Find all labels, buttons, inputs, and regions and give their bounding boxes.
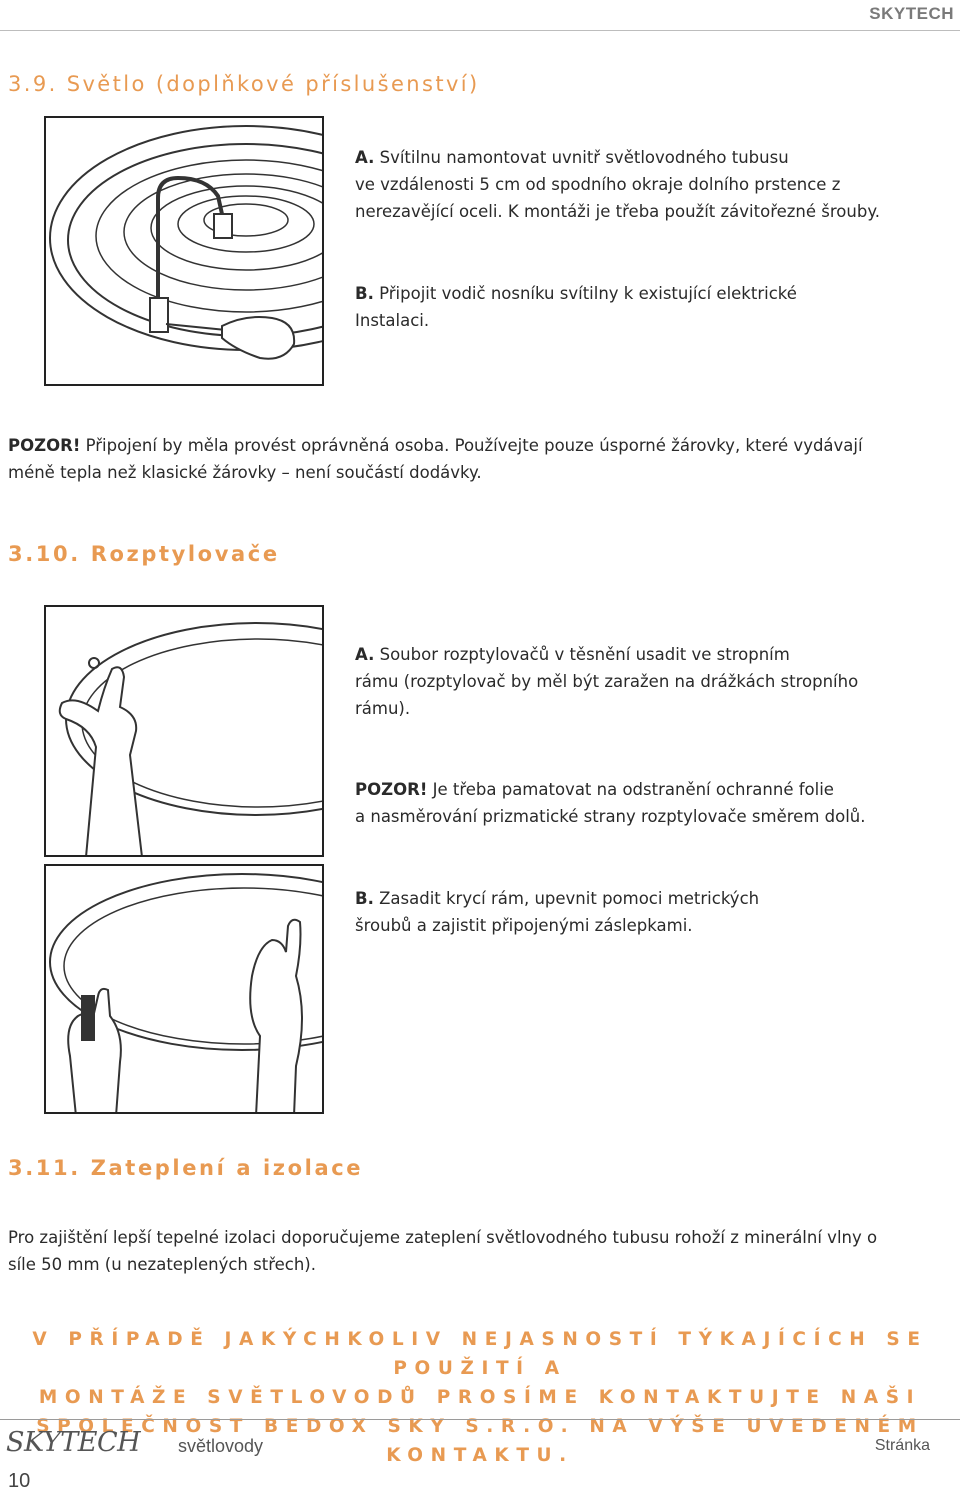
diffuser-drawing <box>46 607 322 855</box>
section-3-9-step-b <box>355 280 945 334</box>
section-3-10-title: 3.10. Rozptylovače <box>8 542 280 566</box>
step-a-line-1: Soubor rozptylovačů v těsnění usadit ve stropním <box>374 645 790 664</box>
header-divider <box>0 30 960 31</box>
section-3-10-warning <box>355 776 945 830</box>
section-3-10-step-a <box>355 641 945 722</box>
warning-line-2: a nasměrování prizmatické strany rozptylovače směrem dolů. <box>355 807 866 826</box>
step-a-line-3: rámu). <box>355 699 411 718</box>
section-3-10-step-b <box>355 885 945 939</box>
footer-subtitle: světlovody <box>178 1436 264 1456</box>
light-fixture-drawing <box>46 118 322 384</box>
step-b-line-2: Instalaci. <box>355 311 430 330</box>
contact-note-line-1: V PŘÍPADĚ JAKÝCHKOLIV NEJASNOSTÍ TÝKAJÍCÍCH SE POUŽITÍ A <box>32 1329 928 1379</box>
page-number: 10 <box>8 1470 31 1492</box>
footer-logo: SKYTECH <box>6 1427 141 1458</box>
step-a-line-1: Svítilnu namontovat uvnitř světlovodného tubusu <box>374 148 789 167</box>
light-installation-illustration <box>44 116 324 386</box>
contact-note-line-2: MONTÁŽE SVĚTLOVODŮ PROSÍME KONTAKTUJTE NAŠI <box>38 1387 922 1408</box>
header-brand: SKYTECH <box>869 4 954 23</box>
section-3-9-step-a <box>355 144 945 225</box>
warning-label: POZOR! <box>8 436 81 455</box>
diffuser-insertion-illustration <box>44 605 324 857</box>
warning-line-2: méně tepla než klasické žárovky – není součástí dodávky. <box>8 463 482 482</box>
step-a-letter: A. <box>355 148 375 167</box>
section-3-11-body <box>8 1224 953 1278</box>
footer-divider <box>0 1419 960 1420</box>
cover-frame-drawing <box>46 866 322 1112</box>
body-line-2: síle 50 mm (u nezateplených střech). <box>8 1255 316 1274</box>
warning-line-1: Je třeba pamatovat na odstranění ochranné folie <box>427 780 834 799</box>
warning-line-1: Připojení by měla provést oprávněná osoba. Používejte pouze úsporné žárovky, které vydávají <box>80 436 863 455</box>
step-a-line-2: rámu (rozptylovač by měl být zaražen na drážkách stropního <box>355 672 859 691</box>
warning-label: POZOR! <box>355 780 428 799</box>
step-b-line-1: Zasadit krycí rám, upevnit pomoci metrických <box>373 889 760 908</box>
step-b-letter: B. <box>355 889 374 908</box>
step-b-line-2: šroubů a zajistit připojenými záslepkami. <box>355 916 693 935</box>
step-a-line-3: nerezavějící oceli. K montáži je třeba použít závitořezné šrouby. <box>355 202 880 221</box>
step-b-line-1: Připojit vodič nosníku svítilny k existující elektrické <box>373 284 797 303</box>
step-b-letter: B. <box>355 284 374 303</box>
contact-note <box>0 1325 960 1470</box>
step-a-line-2: ve vzdálenosti 5 cm od spodního okraje dolního prstence z <box>355 175 841 194</box>
section-3-9-title: 3.9. Světlo (doplňkové příslušenství) <box>8 72 480 96</box>
section-3-9-warning <box>8 432 953 486</box>
cover-frame-illustration <box>44 864 324 1114</box>
footer-page-label: Stránka <box>874 1437 930 1454</box>
section-3-11-title: 3.11. Zateplení a izolace <box>8 1156 364 1180</box>
contact-note-line-3: SPOLEČNOST BEDOX SKY S.R.O. NA VÝŠE UVEDENÉM KONTAKTU. <box>36 1416 924 1466</box>
body-line-1: Pro zajištění lepší tepelné izolaci doporučujeme zateplení světlovodného tubusu rohoží z minerální vlny o <box>8 1228 878 1247</box>
step-a-letter: A. <box>355 645 375 664</box>
